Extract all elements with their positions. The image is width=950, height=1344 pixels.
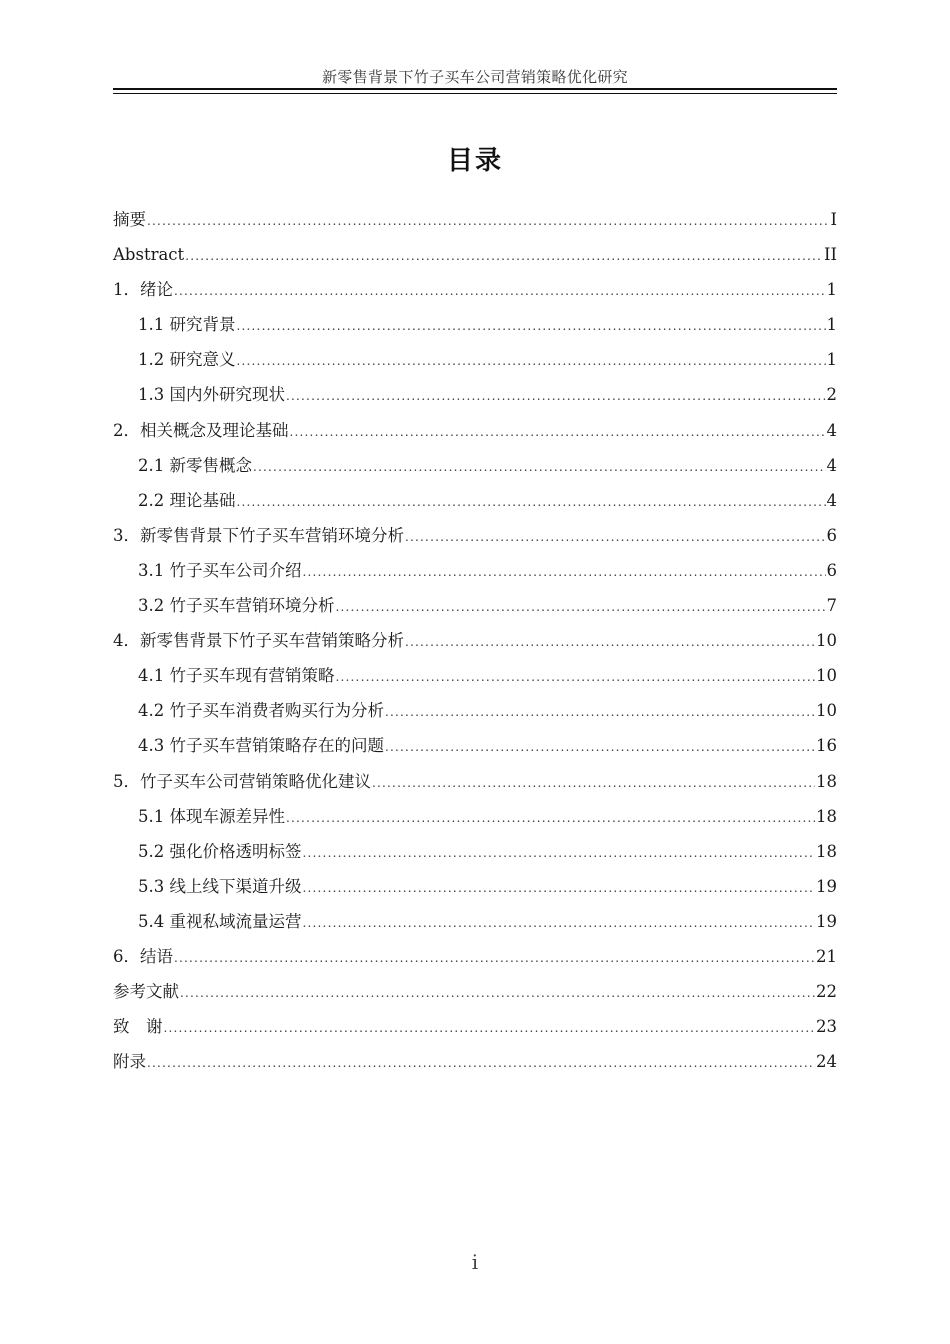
toc-title: 目录 [446,146,503,176]
toc-entry-label: 1.2 研究意义 [138,350,236,370]
dot-leader [303,906,816,941]
toc-entry-label: 1.1 研究背景 [138,315,236,335]
toc-entry-page: 4 [826,455,837,475]
toc-entry-page: 1 [826,280,837,300]
toc-entry-label: 6．结语 [113,946,173,966]
dot-leader [372,766,815,801]
dot-leader [147,1046,815,1081]
toc-entry-label: 参考文献 [113,982,179,1002]
toc-entry-abstract-en[interactable] [113,237,837,272]
toc-entry-page: 19 [816,876,837,896]
dot-leader [286,379,826,414]
toc-entry-page: 4 [826,490,837,510]
running-header: 新零售背景下竹子买车公司营销策略优化研究 [321,68,628,86]
toc-entry-section-1-3[interactable] [113,377,837,412]
toc-entry-section-4-1[interactable] [113,658,837,693]
toc-entry-page: 4 [826,420,837,440]
toc-entry-chapter-2[interactable] [113,413,837,448]
toc-entry-section-5-2[interactable] [113,834,837,869]
toc-entry-section-1-2[interactable] [113,342,837,377]
dot-leader [303,555,826,590]
dot-leader [180,976,815,1011]
toc-entry-page: 6 [826,525,837,545]
toc-entry-label: 1．绪论 [113,280,173,300]
toc-entry-label: 附录 [113,1052,146,1072]
toc-entry-page: 10 [816,701,837,721]
toc-entry-chapter-6[interactable] [113,939,837,974]
dot-leader [185,239,823,274]
toc-entry-section-5-3[interactable] [113,869,837,904]
dot-leader [405,625,815,660]
dot-leader [147,204,829,239]
toc-entry-section-4-2[interactable] [113,693,837,728]
toc-entry-section-3-1[interactable] [113,553,837,588]
toc-entry-label: 4.1 竹子买车现有营销策略 [138,666,335,686]
dot-leader [303,836,816,871]
toc-entry-acknowledgements[interactable] [113,1009,837,1044]
toc-entry-page: 7 [826,596,837,616]
toc-entry-label: 5.3 线上线下渠道升级 [138,876,302,896]
dot-leader [237,344,826,379]
toc-entry-page: 22 [816,982,837,1002]
toc-entry-label: 4.2 竹子买车消费者购买行为分析 [138,701,384,721]
toc-entry-label: 2.2 理论基础 [138,490,236,510]
page-number: i [471,1250,479,1274]
toc-entry-label: Abstract [113,245,185,265]
toc-entry-page: 2 [826,385,837,405]
dot-leader [336,660,816,695]
toc-entry-abstract-cn[interactable] [113,202,837,237]
toc-entry-label: 4．新零售背景下竹子买车营销策略分析 [113,631,404,651]
toc-entry-section-2-1[interactable] [113,448,837,483]
toc-entry-label: 5.2 强化价格透明标签 [138,841,302,861]
dot-leader [405,520,826,555]
toc-entry-chapter-1[interactable] [113,272,837,307]
toc-entry-page: 16 [816,736,837,756]
toc-entry-label: 1.3 国内外研究现状 [138,385,285,405]
toc-entry-chapter-3[interactable] [113,518,837,553]
toc-entry-section-5-1[interactable] [113,799,837,834]
toc-entry-page: 1 [826,350,837,370]
toc-entry-label: 3.2 竹子买车营销环境分析 [138,596,335,616]
dot-leader [290,415,826,450]
toc-entry-label: 2.1 新零售概念 [138,455,252,475]
toc-entry-label: 5．竹子买车公司营销策略优化建议 [113,771,371,791]
toc-entry-label: 致 谢 [113,1017,163,1037]
toc-entry-page: 10 [816,666,837,686]
dot-leader [174,941,815,976]
toc-entry-label: 5.1 体现车源差异性 [138,806,285,826]
toc-entry-section-4-3[interactable] [113,728,837,763]
dot-leader [164,1011,816,1046]
toc-entry-page: 18 [816,841,837,861]
dot-leader [385,730,815,765]
toc-entry-chapter-5[interactable] [113,764,837,799]
toc-entry-section-1-1[interactable] [113,307,837,342]
toc-entry-page: 6 [826,560,837,580]
toc-entry-page: 10 [816,631,837,651]
dot-leader [385,695,815,730]
toc-entry-page: 18 [816,771,837,791]
dot-leader [237,485,826,520]
toc-entry-section-3-2[interactable] [113,588,837,623]
toc-entry-page: I [830,210,837,229]
toc-entry-appendix[interactable] [113,1044,837,1079]
header-rule-thick [113,88,837,90]
toc-list [113,202,837,1079]
toc-entry-label: 3.1 竹子买车公司介绍 [138,560,302,580]
toc-entry-label: 2．相关概念及理论基础 [113,420,289,440]
toc-entry-chapter-4[interactable] [113,623,837,658]
toc-entry-label: 3．新零售背景下竹子买车营销环境分析 [113,525,404,545]
toc-entry-references[interactable] [113,974,837,1009]
dot-leader [237,309,826,344]
toc-entry-page: 21 [816,946,837,966]
toc-entry-label: 5.4 重视私域流量运营 [138,911,302,931]
dot-leader [286,801,815,836]
toc-entry-page: 1 [826,315,837,335]
dot-leader [174,274,826,309]
dot-leader [336,590,826,625]
header-rule-thin [113,93,837,94]
toc-entry-section-2-2[interactable] [113,483,837,518]
toc-entry-label: 摘要 [113,210,146,229]
toc-entry-page: 18 [816,806,837,826]
dot-leader [303,871,816,906]
toc-entry-section-5-4[interactable] [113,904,837,939]
toc-entry-page: 23 [816,1017,837,1037]
toc-entry-label: 4.3 竹子买车营销策略存在的问题 [138,736,384,756]
toc-entry-page: 19 [816,911,837,931]
toc-entry-page: II [823,245,837,265]
toc-entry-page: 24 [816,1052,837,1072]
dot-leader [253,450,826,485]
